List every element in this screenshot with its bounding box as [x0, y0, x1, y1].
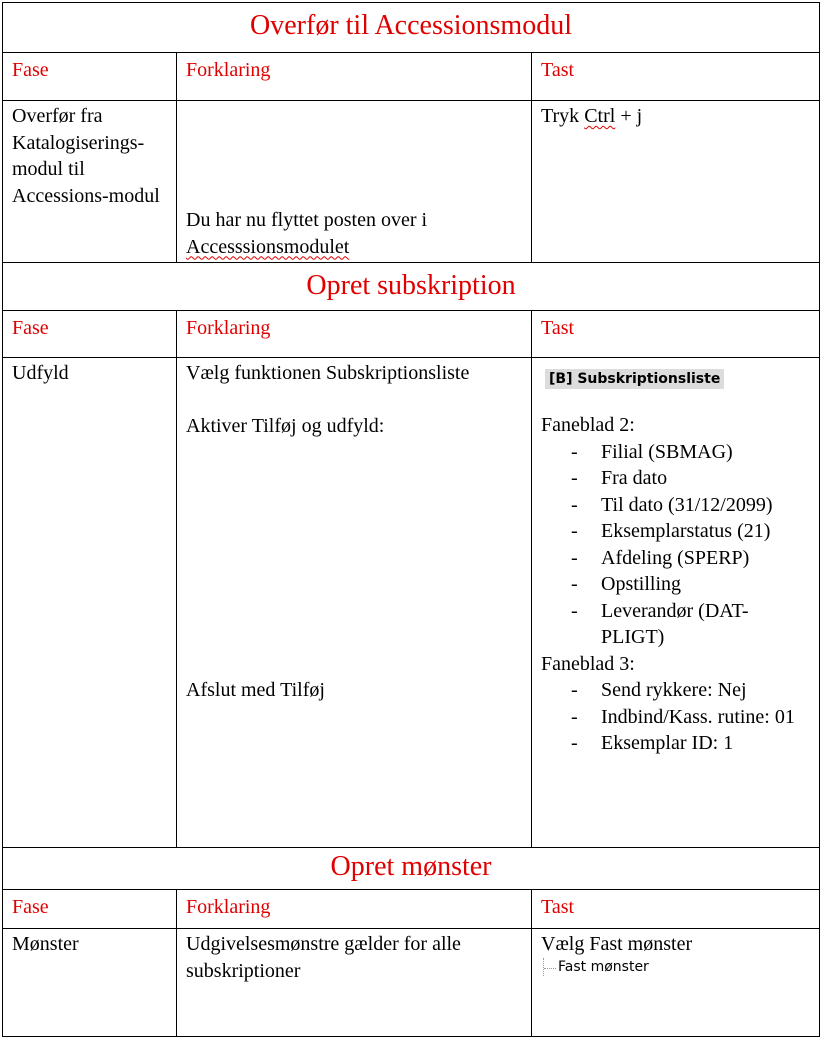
list-item: - Send rykkere: Nej	[541, 677, 810, 704]
forklaring-cell	[177, 358, 532, 848]
list-item: - Afdeling (SPERP)	[541, 545, 810, 572]
header-forklaring: Forklaring	[177, 890, 532, 929]
tab2-list	[541, 439, 810, 651]
forklaring-text: Du har nu flyttet posten over i	[186, 209, 428, 231]
section-title: Opret subskription	[3, 263, 820, 311]
list-item: - Eksemplar ID: 1	[541, 730, 810, 757]
header-fase: Fase	[3, 890, 177, 929]
header-fase: Fase	[3, 311, 177, 358]
tab3-label: Faneblad 3:	[541, 652, 635, 675]
list-item: - Fra dato	[541, 465, 810, 492]
tast-cell	[532, 929, 820, 1037]
tab2-label: Faneblad 2:	[541, 414, 635, 436]
forklaring-cell	[177, 101, 532, 263]
procedure-table	[2, 2, 820, 1037]
fase-text: Overfør fra Katalogiserings-modul til Accessions-modul	[12, 105, 160, 207]
tast-text: Tryk	[541, 105, 585, 127]
header-fase: Fase	[3, 53, 177, 101]
list-item: - Indbind/Kass. rutine: 01	[541, 704, 801, 731]
forklaring-text-2: Aktiver Tilføj og udfyld:	[186, 414, 385, 437]
header-tast: Tast	[532, 53, 820, 101]
forklaring-cell: Udgivelsesmønstre gælder for alle subskriptioner	[177, 929, 532, 1037]
header-forklaring: Forklaring	[177, 311, 532, 358]
subskriptionsliste-button[interactable]: [B] Subskriptionsliste	[545, 369, 724, 389]
list-item: - Leverandør (DAT-PLIGT)	[541, 598, 801, 651]
tast-text: Vælg Fast mønster	[541, 933, 693, 955]
list-item: - Eksemplarstatus (21)	[541, 518, 810, 545]
fase-cell	[3, 101, 177, 263]
list-item: - Til dato (31/12/2099)	[541, 492, 810, 519]
tree-item-fast-monster[interactable]: Fast mønster	[543, 958, 810, 976]
tab3-list	[541, 677, 810, 757]
tast-cell	[532, 358, 820, 848]
ctrl-key: Ctrl	[584, 105, 616, 127]
section-title: Overfør til Accessionsmodul	[3, 3, 820, 53]
list-item: - Filial (SBMAG)	[541, 439, 810, 466]
tast-cell	[532, 101, 820, 263]
header-tast: Tast	[532, 890, 820, 929]
forklaring-text-2: Accesssionsmodulet	[186, 235, 350, 258]
tast-text-2: + j	[615, 105, 643, 127]
section-title: Opret mønster	[3, 848, 820, 890]
header-forklaring: Forklaring	[177, 53, 532, 101]
fase-cell: Udfyld	[3, 358, 177, 848]
list-item: - Opstilling	[541, 571, 810, 598]
fase-cell: Mønster	[3, 929, 177, 1037]
header-tast: Tast	[532, 311, 820, 358]
forklaring-text-3: Afslut med Tilføj	[186, 679, 325, 701]
forklaring-text: Vælg funktionen Subskriptionsliste	[186, 362, 470, 384]
